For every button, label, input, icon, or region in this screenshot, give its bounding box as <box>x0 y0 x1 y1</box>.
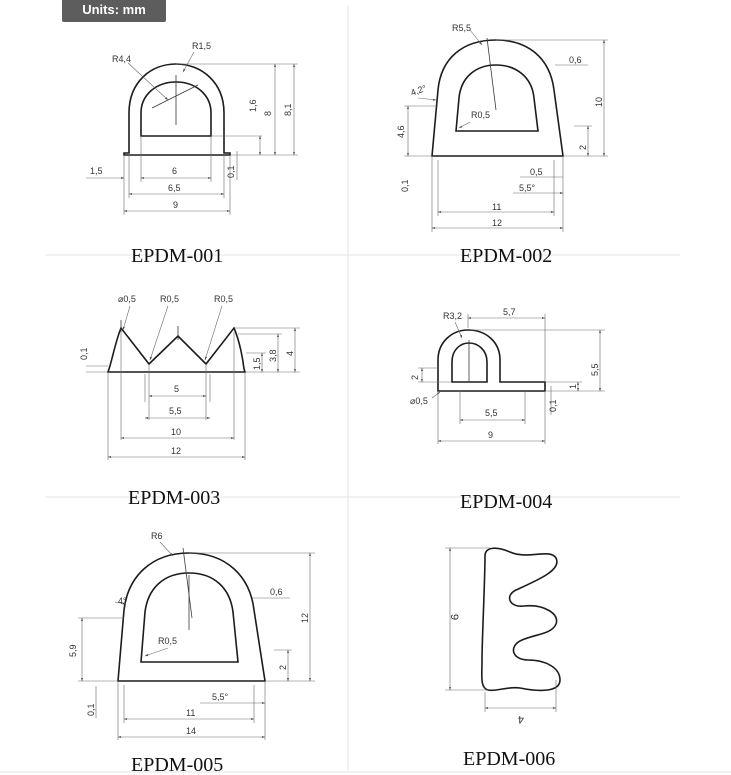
profile-caption: EPDM-001 <box>131 245 224 267</box>
dim-label: 0,5 <box>530 167 543 177</box>
dim-label: 5,5 <box>169 406 182 416</box>
profile-epdm-004 <box>410 307 605 513</box>
dim-label: ⌀0,5 <box>118 294 136 304</box>
dim-label: 11 <box>492 202 502 212</box>
profile-epdm-001 <box>86 41 298 267</box>
dim-label: 6,5 <box>168 183 181 193</box>
profile-hollow <box>141 573 238 662</box>
dim-label: 4 <box>517 713 524 725</box>
dim-label: 5,5 <box>485 408 498 418</box>
dim-label: 1,6 <box>248 99 258 112</box>
dim-label: 12 <box>492 218 503 228</box>
profile-epdm-005 <box>68 531 315 775</box>
dim-label: R0,5 <box>158 636 178 646</box>
profile-epdm-002 <box>396 23 608 267</box>
profile-caption: EPDM-004 <box>460 491 553 513</box>
dim-label: 1,5 <box>90 166 103 176</box>
dim-label: 0,6 <box>270 587 283 597</box>
profile-hollow <box>456 65 538 131</box>
profile-epdm-003 <box>79 294 300 509</box>
dim-label: 9 <box>488 430 494 440</box>
dim-label: R0,5 <box>160 294 180 304</box>
profile-outline <box>108 328 245 372</box>
dim-label: 5,7 <box>503 307 516 317</box>
dim-label: 0,1 <box>226 165 236 178</box>
dim-label: R4,4 <box>112 54 132 64</box>
dim-label: 0,1 <box>79 347 89 360</box>
dim-label: 1,5 <box>252 357 262 370</box>
dim-label: 8,1 <box>283 103 293 116</box>
profile-caption: EPDM-002 <box>460 245 553 267</box>
dim-label: ⌀0,5 <box>410 396 428 406</box>
dim-label: 0,6 <box>569 55 582 65</box>
dim-label: 9 <box>173 200 179 210</box>
dim-label: 0,1 <box>548 399 558 412</box>
profile-outline <box>432 40 563 156</box>
dim-label: R3,2 <box>443 311 463 321</box>
dim-label: 14 <box>186 726 197 736</box>
profile-outline <box>124 64 230 155</box>
dim-label: 9 <box>448 614 460 621</box>
dim-label: 3,8 <box>268 349 278 362</box>
profile-epdm-006 <box>445 548 560 770</box>
dim-label: 6 <box>172 166 178 176</box>
dim-label: 2 <box>578 144 588 150</box>
dim-label: 11 <box>186 708 196 718</box>
dim-label: 10 <box>594 96 604 107</box>
dim-label: 5 <box>174 384 180 394</box>
dim-label: 12 <box>300 612 310 623</box>
profile-caption: EPDM-003 <box>128 487 221 509</box>
units-badge: Units: mm <box>62 0 166 22</box>
dim-label: 4,2° <box>409 82 428 98</box>
dim-label: R5,5 <box>452 23 472 33</box>
dim-label: R0,5 <box>471 110 491 120</box>
profile-outline <box>482 548 560 690</box>
dim-label: 0,1 <box>86 703 96 716</box>
dim-label: 5,5 <box>590 363 600 376</box>
dim-label: 12 <box>171 446 182 456</box>
dim-label: 1 <box>568 383 578 389</box>
dim-label: 10 <box>171 427 182 437</box>
dim-label: 4 <box>285 350 295 356</box>
profile-hollow <box>452 343 487 382</box>
dim-label: 2 <box>410 374 420 380</box>
dim-label: 5,5° <box>212 692 229 702</box>
dim-label: R6 <box>151 531 163 541</box>
dim-label: 4,6 <box>396 125 406 138</box>
dim-label: 8 <box>263 110 273 116</box>
dim-label: 5,9 <box>68 644 78 657</box>
profile-caption: EPDM-006 <box>463 748 556 770</box>
dim-label: 2 <box>278 664 288 670</box>
dim-label: R1,5 <box>192 41 212 51</box>
dim-label: 4° <box>118 596 127 606</box>
dim-label: R0,5 <box>214 294 234 304</box>
profile-caption: EPDM-005 <box>131 754 224 775</box>
dim-label: 5,5° <box>519 183 536 193</box>
dim-label: 0,1 <box>400 179 410 192</box>
